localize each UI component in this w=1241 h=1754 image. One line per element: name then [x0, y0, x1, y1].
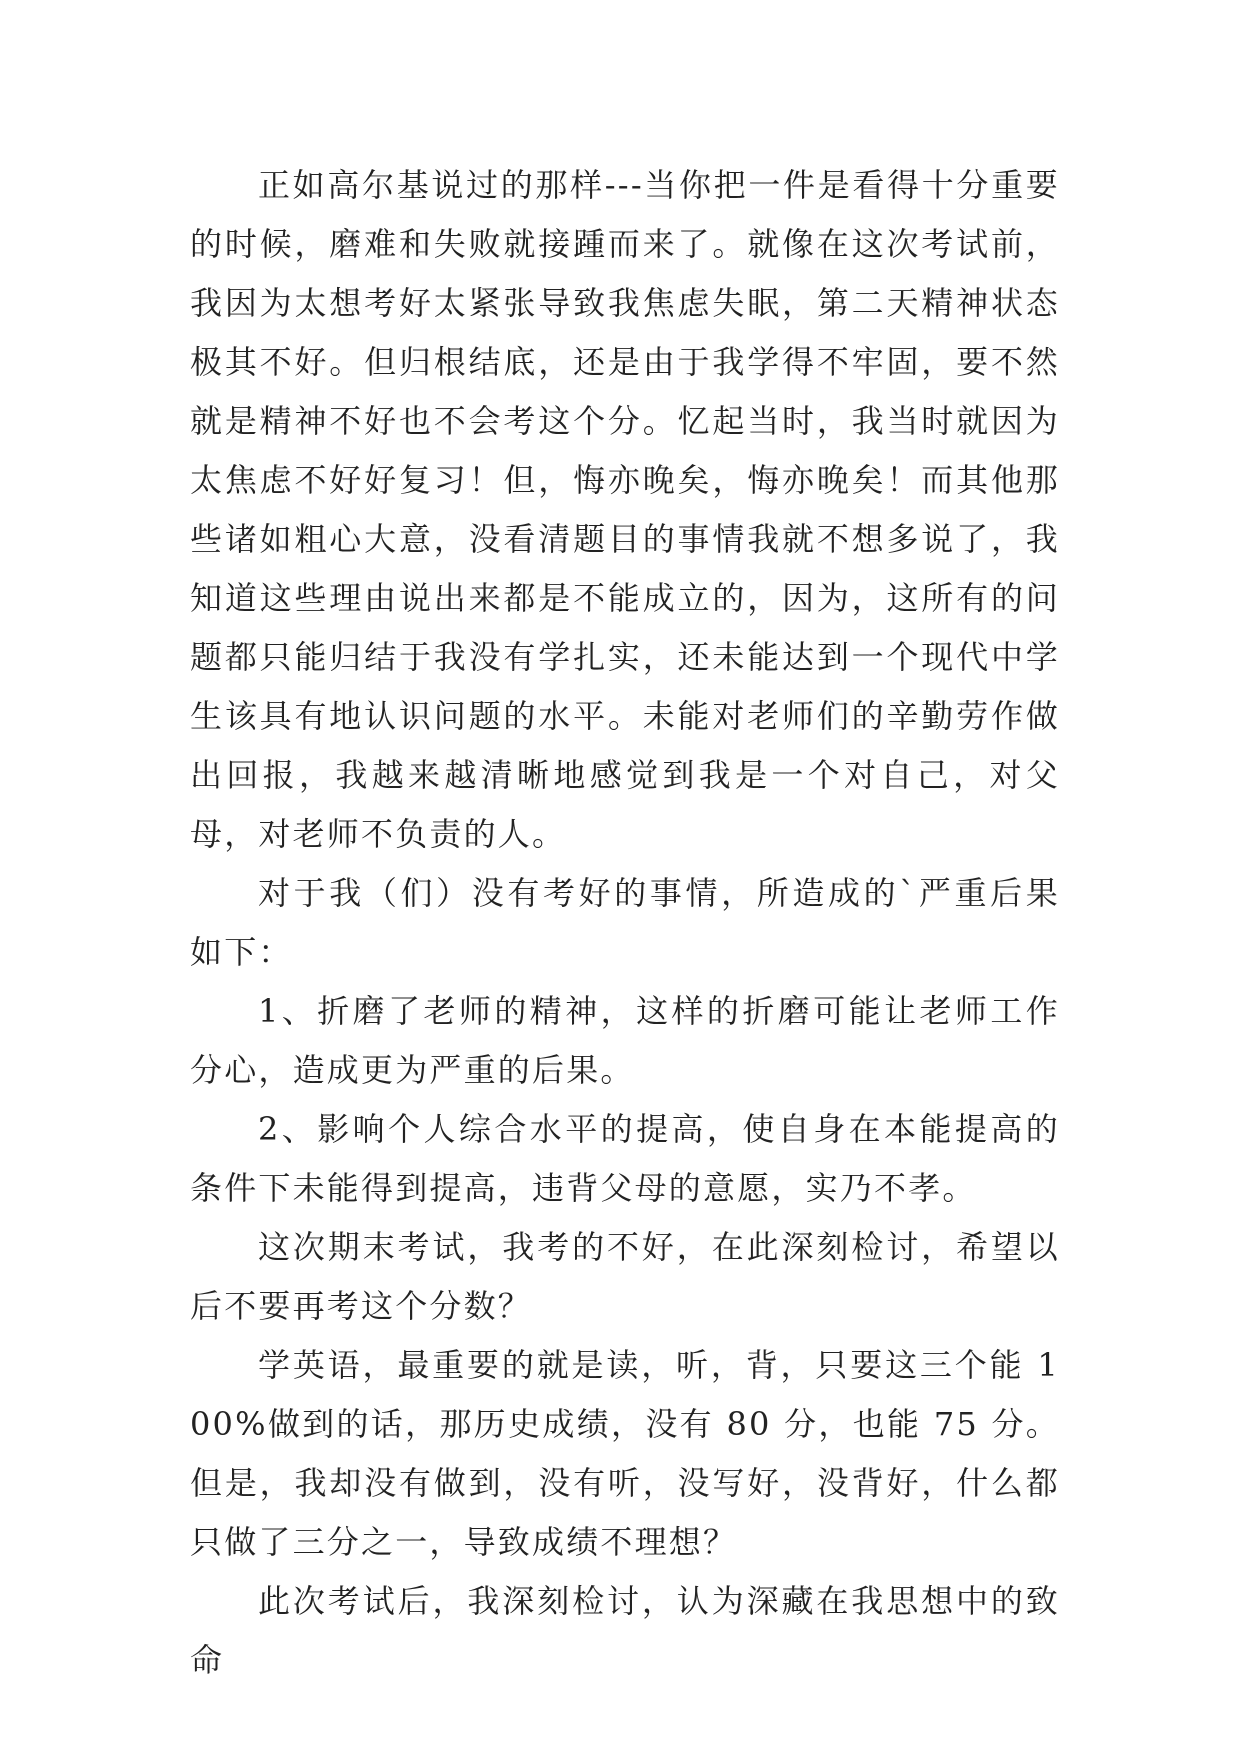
paragraph-3: 1、折磨了老师的精神，这样的折磨可能让老师工作分心，造成更为严重的后果。 [190, 992, 1060, 1089]
paragraph-4: 2、影响个人综合水平的提高，使自身在本能提高的条件下未能得到提高，违背父母的意愿，实乃不孝。 [190, 1110, 1060, 1207]
paragraph-7: 此次考试后，我深刻检讨，认为深藏在我思想中的致命 [190, 1582, 1060, 1679]
body-text [190, 156, 1060, 1690]
paragraph-6: 学英语，最重要的就是读，听，背，只要这三个能 100%做到的话，那历史成绩，没有 80 分，也能 75 分。但是，我却没有做到，没有听，没写好，没背好，什么都只做了三分之一，导致成绩不理想？ [190, 1346, 1060, 1561]
paragraph-2: 对于我（们）没有考好的事情，所造成的`严重后果如下： [190, 874, 1060, 971]
paragraph-5: 这次期末考试，我考的不好，在此深刻检讨，希望以后不要再考这个分数？ [190, 1228, 1060, 1325]
paragraph-1: 正如高尔基说过的那样---当你把一件是看得十分重要的时候，磨难和失败就接踵而来了。就像在这次考试前，我因为太想考好太紧张导致我焦虑失眠，第二天精神状态极其不好。但归根结底，还是由于我学得不牢固，要不然就是精神不好也不会考这个分。忆起当时，我当时就因为太焦虑不好好复习！但，悔亦晚矣，悔亦晚矣！而其他那些诸如粗心大意，没看清题目的事情我就不想多说了，我知道这些理由说出来都是不能成立的，因为，这所有的问题都只能归结于我没有学扎实，还未能达到一个现代中学生该具有地认识问题的水平。未能对老师们的辛勤劳作做出回报，我越来越清晰地感觉到我是一个对自己，对父母，对老师不负责的人。 [190, 166, 1060, 853]
